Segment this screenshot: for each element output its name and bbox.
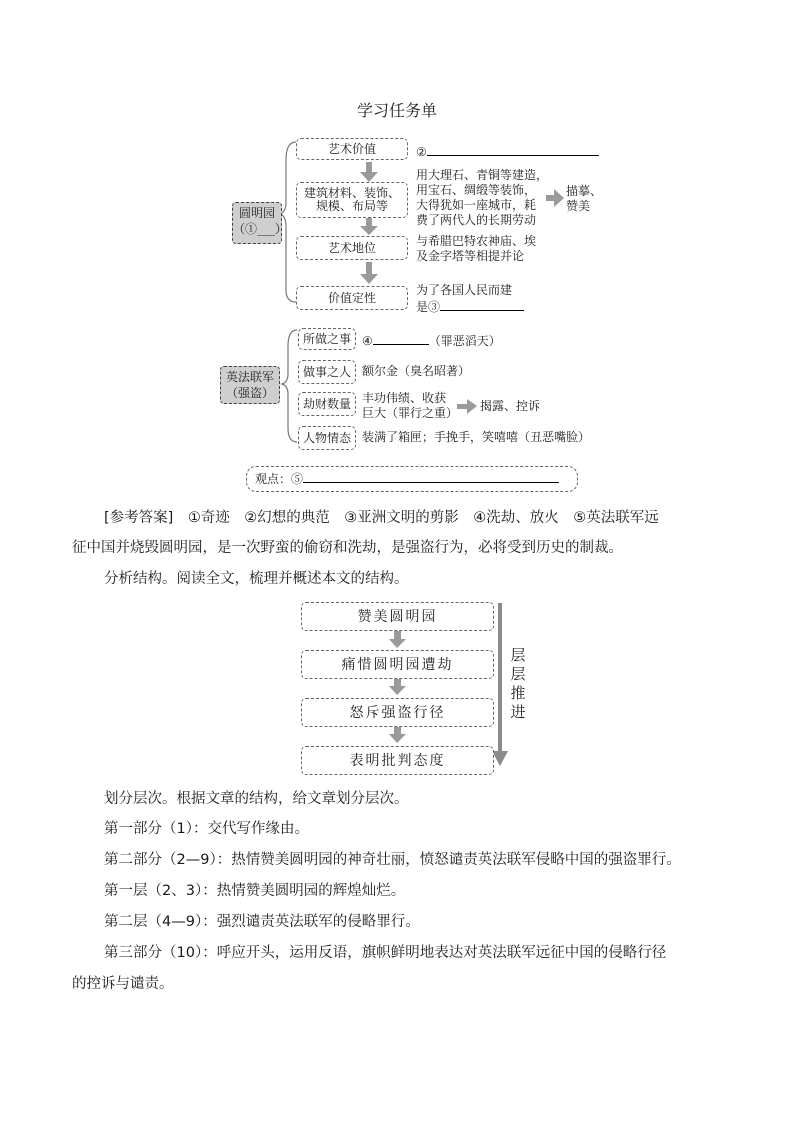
node-art-status [296, 236, 408, 260]
diagram1-root [232, 202, 288, 244]
answer-blank-3 [440, 298, 524, 311]
node-art-value [296, 138, 408, 160]
desc-line: 用宝石、绸缎等装饰， [416, 183, 537, 197]
node-label: 艺术地位 [327, 241, 376, 255]
row-label-person [298, 360, 356, 384]
desc-text: ② [416, 145, 427, 159]
node-building [296, 182, 408, 218]
row-label-manner [298, 426, 356, 450]
structure-intro: 分析结构。阅读全文，梳理并概述本文的结构。 [104, 571, 409, 587]
answer-line-1: [参考答案] ①奇迹 ②幻想的典范 ③亚洲文明的剪影 ④洗劫、放火 ⑤英法联军远 [104, 510, 659, 526]
layer-part-2: 第二部分（2—9）：热情赞美圆明园的神奇壮丽，愤怒谴责英法联军侵略中国的强盗罪行。 [104, 852, 681, 868]
row-label: 做事之人 [302, 365, 351, 379]
row-text-person: 额尔金（臭名昭著） [362, 364, 471, 378]
row-label: 劫财数量 [302, 397, 351, 411]
root-blank: （①___） [233, 222, 288, 236]
layer-part-3-cont: 的控诉与谴责。 [72, 976, 174, 992]
row-text-deed [362, 332, 542, 349]
row-label: 人物情态 [302, 431, 351, 445]
node-label: 艺术价值 [327, 142, 376, 156]
layer-sub-2: 第二层（4—9）：强烈谴责英法联军的侵略罪行。 [104, 914, 420, 930]
desc-art-status [416, 234, 576, 264]
side-char: 层 [510, 665, 526, 683]
side-result-line: 描摹、 [566, 184, 603, 198]
side-char: 层 [510, 646, 526, 664]
node-label-line: 规模、布局等 [315, 199, 388, 213]
answer-blank-4 [373, 332, 429, 345]
row-result: 揭露、控诉 [480, 399, 541, 413]
row-text-amount [362, 391, 462, 421]
chain-side-label [508, 646, 528, 722]
answer-line-2: 征中国并烧毁圆明园，是一次野蛮的偷窃和洗劫，是强盗行为，必将受到历史的制裁。 [72, 540, 623, 556]
side-result-line: 赞美 [566, 199, 591, 213]
chain-step-3: 怒斥强盗行径 [301, 698, 494, 727]
layer-part-3: 第三部分（10）：呼应开头，运用反语，旗帜鲜明地表达对英法联军远征中国的侵略行径 [104, 945, 667, 961]
page-title: 学习任务单 [356, 101, 437, 120]
desc-line: 及金字塔等相提并论 [416, 249, 525, 263]
desc-line: 费了两代人的长期劳动 [416, 213, 537, 227]
row-note: （罪恶滔天） [428, 334, 501, 348]
row-label-amount [298, 392, 356, 416]
diagram2-root [220, 366, 280, 404]
desc-value-nature [416, 283, 556, 315]
layers-intro: 划分层次。根据文章的结构，给文章划分层次。 [104, 791, 409, 807]
root-line: （强盗） [225, 386, 274, 400]
node-label-line: 建筑材料、装饰、 [303, 186, 400, 200]
row-label-deed [298, 328, 356, 350]
row-text-line: 巨大（罪行之重） [362, 406, 459, 420]
desc-art-value [416, 141, 606, 160]
desc-line: 与希腊巴特农神庙、埃 [416, 234, 537, 248]
desc-line: 是③ [416, 300, 441, 314]
desc-line: 大得犹如一座城市，耗 [416, 198, 537, 212]
layer-part-1: 第一部分（1）：交代写作缘由。 [104, 821, 309, 837]
node-value-nature [296, 286, 408, 310]
node-label: 价值定性 [327, 291, 376, 305]
row-text: ④ [362, 334, 373, 348]
side-char: 进 [510, 703, 526, 721]
viewpoint-box [246, 466, 578, 492]
chain-step-4: 表明批判态度 [301, 746, 494, 775]
chain-step-1: 赞美圆明园 [301, 602, 494, 631]
row-text-manner: 装满了箱匣；手挽手，笑嘻嘻（丑恶嘴脸） [362, 430, 591, 444]
side-char: 推 [510, 684, 526, 702]
chain-step-2: 痛惜圆明园遭劫 [301, 650, 494, 679]
root-line: 英法联军 [225, 370, 274, 384]
root-name: 圆明园 [238, 206, 275, 220]
desc-line: 为了各国人民而建 [416, 283, 513, 297]
viewpoint-label: 观点：⑤ [255, 472, 304, 486]
layer-sub-1: 第一层（2、3）：热情赞美圆明园的辉煌灿烂。 [104, 883, 406, 899]
row-text-line: 丰功伟绩、收获 [362, 391, 447, 405]
desc-building [416, 168, 556, 228]
row-label: 所做之事 [302, 332, 351, 346]
side-result [566, 184, 606, 214]
answer-blank-2 [427, 141, 599, 156]
answer-blank-5 [303, 472, 559, 483]
desc-line: 用大理石、青铜等建造， [416, 168, 549, 182]
